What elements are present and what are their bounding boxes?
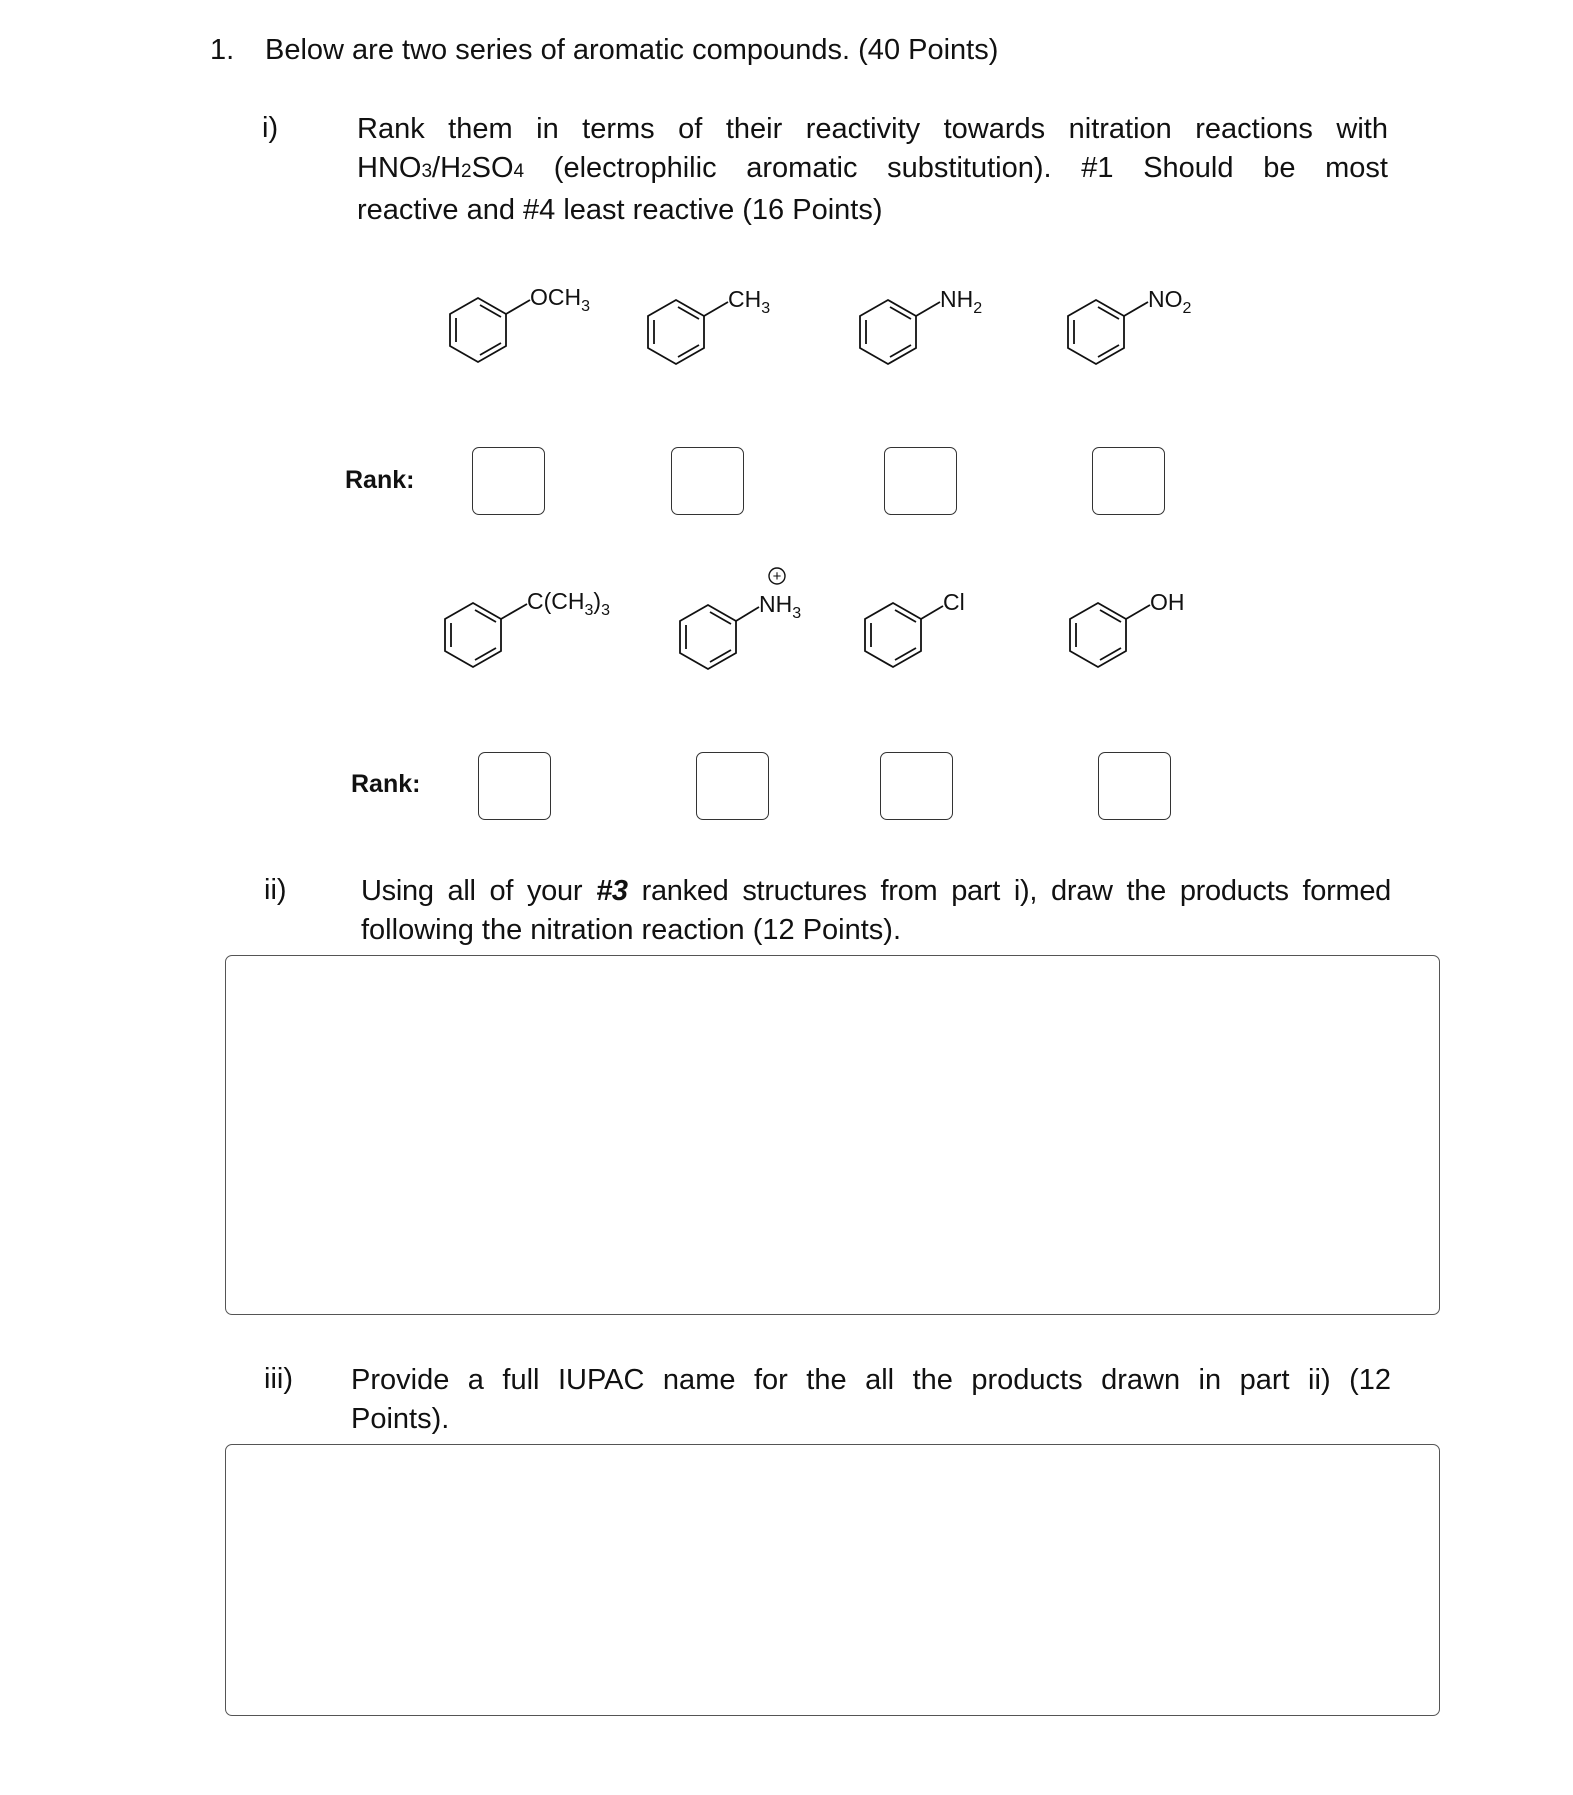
- rank-box-phenol[interactable]: [1098, 752, 1171, 820]
- part-i-line-3: reactive and #4 least reactive (16 Points): [357, 194, 883, 226]
- substituent-ch3: $CH_3$: [728, 286, 771, 317]
- question-title: Below are two series of aromatic compounds. (40 Points): [265, 34, 999, 66]
- part-iii-answer-box[interactable]: [225, 1444, 1440, 1716]
- part-ii-marker: ii): [264, 874, 287, 906]
- substituent-oh: OH: [1150, 589, 1185, 615]
- substituent-tert-butyl: $C(CH_3)_3$: [527, 588, 610, 619]
- rank-box-anilinium[interactable]: [696, 752, 769, 820]
- part-iii-line-2: Points).: [351, 1403, 450, 1435]
- part-ii-instructions: [361, 872, 1391, 950]
- substituent-no2: $NO_2$: [1148, 286, 1192, 317]
- positive-charge: +: [772, 568, 782, 585]
- molecule-toluene: [628, 282, 808, 382]
- part-i-instructions: [357, 110, 1388, 230]
- molecule-aniline: [840, 282, 1020, 382]
- rank-box-tert-butylbenzene[interactable]: [478, 752, 551, 820]
- molecule-anilinium: [660, 562, 840, 687]
- rank-box-anisole[interactable]: [472, 447, 545, 515]
- substituent-och3: $OCH_3$: [530, 284, 591, 315]
- part-ii-answer-box[interactable]: [225, 955, 1440, 1315]
- substituent-nh2: $NH_2$: [940, 286, 983, 317]
- molecule-chlorobenzene: [845, 585, 1025, 685]
- molecule-anisole: [430, 282, 610, 382]
- part-i-line-2: HNO3/H2SO4 (electrophilic aromatic substitution). #1 Should be most: [357, 152, 1388, 184]
- rank-box-aniline[interactable]: [884, 447, 957, 515]
- rank-box-toluene[interactable]: [671, 447, 744, 515]
- molecule-tert-butylbenzene: [425, 585, 635, 685]
- part-iii-line-1: Provide a full IUPAC name for the all the products drawn in part ii) (12: [351, 1364, 1391, 1396]
- substituent-cl: Cl: [943, 589, 965, 615]
- question-number: 1.: [210, 34, 235, 66]
- rank-label-series-1: Rank:: [345, 466, 415, 494]
- part-iii-instructions: [351, 1361, 1391, 1439]
- part-iii-marker: iii): [264, 1363, 293, 1395]
- rank-box-nitrobenzene[interactable]: [1092, 447, 1165, 515]
- part-i-marker: i): [262, 112, 279, 144]
- rank-box-chlorobenzene[interactable]: [880, 752, 953, 820]
- part-ii-line-2: following the nitration reaction (12 Points).: [361, 914, 902, 946]
- part-i-line-1: Rank them in terms of their reactivity towards nitration reactions with: [357, 113, 1388, 145]
- molecule-nitrobenzene: [1048, 282, 1228, 382]
- substituent-nh3-plus: $NH_3$: [759, 591, 802, 622]
- part-ii-line-1: Using all of your #3 ranked structures from part i), draw the products formed: [361, 875, 1391, 907]
- rank-label-series-2: Rank:: [351, 770, 421, 798]
- molecule-phenol: [1050, 585, 1230, 685]
